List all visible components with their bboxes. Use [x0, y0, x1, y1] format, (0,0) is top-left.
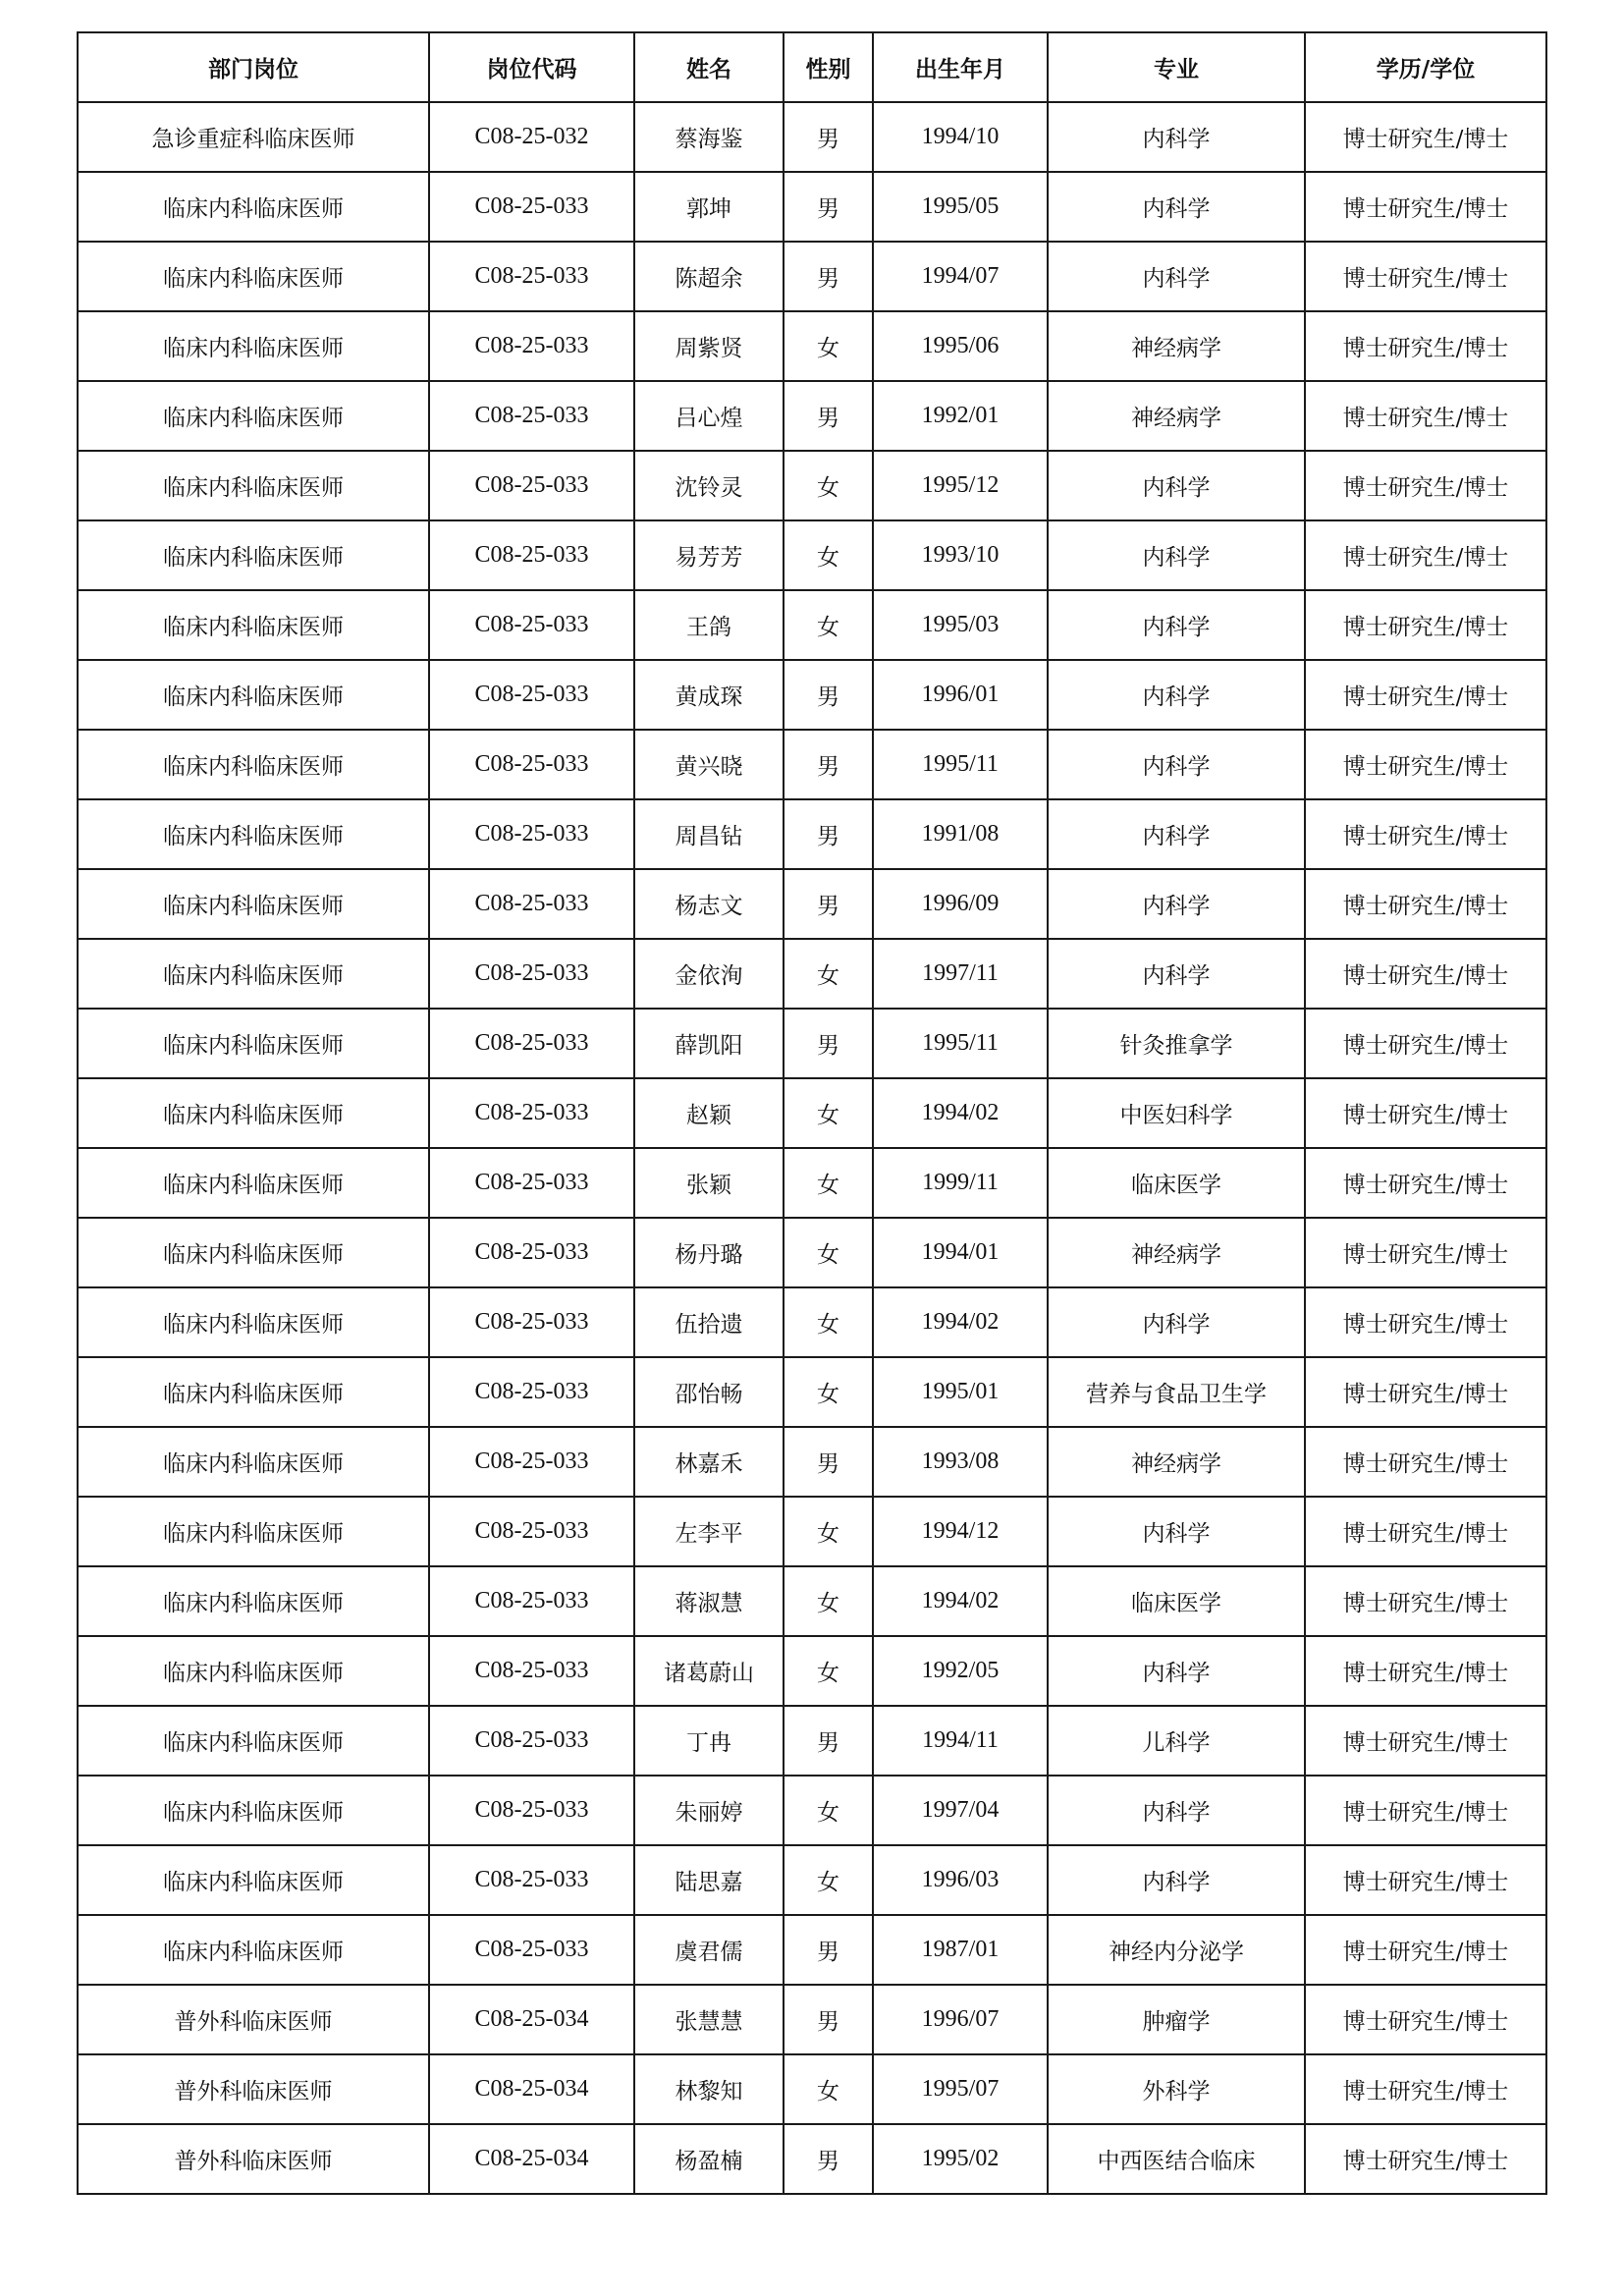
cell-gender: 女: [784, 311, 873, 381]
roster-table: [77, 31, 1547, 2195]
table-row: [78, 1915, 1546, 1985]
table-row: [78, 1218, 1546, 1287]
cell-degree: 博士研究生/博士: [1305, 1915, 1546, 1985]
cell-dept: 临床内科临床医师: [78, 451, 429, 520]
cell-birth: 1995/02: [873, 2124, 1048, 2194]
cell-degree: 博士研究生/博士: [1305, 2124, 1546, 2194]
cell-name: 郭坤: [634, 172, 784, 242]
cell-code: C08-25-033: [429, 730, 634, 799]
cell-gender: 男: [784, 172, 873, 242]
cell-major: 内科学: [1048, 451, 1305, 520]
cell-degree: 博士研究生/博士: [1305, 730, 1546, 799]
cell-degree: 博士研究生/博士: [1305, 381, 1546, 451]
table-row: [78, 939, 1546, 1009]
cell-major: 内科学: [1048, 869, 1305, 939]
cell-name: 林黎知: [634, 2054, 784, 2124]
cell-gender: 女: [784, 1497, 873, 1566]
cell-birth: 1997/11: [873, 939, 1048, 1009]
table-row: [78, 1357, 1546, 1427]
cell-birth: 1995/11: [873, 1009, 1048, 1078]
cell-gender: 女: [784, 1845, 873, 1915]
cell-gender: 女: [784, 1287, 873, 1357]
table-row: [78, 1078, 1546, 1148]
cell-birth: 1993/10: [873, 520, 1048, 590]
cell-dept: 临床内科临床医师: [78, 1427, 429, 1497]
cell-major: 内科学: [1048, 939, 1305, 1009]
header-code: 岗位代码: [429, 32, 634, 102]
cell-gender: 男: [784, 660, 873, 730]
cell-birth: 1996/09: [873, 869, 1048, 939]
cell-major: 内科学: [1048, 1776, 1305, 1845]
cell-code: C08-25-033: [429, 1845, 634, 1915]
cell-dept: 临床内科临床医师: [78, 242, 429, 311]
cell-degree: 博士研究生/博士: [1305, 2054, 1546, 2124]
cell-degree: 博士研究生/博士: [1305, 1985, 1546, 2054]
cell-name: 薛凯阳: [634, 1009, 784, 1078]
table-row: [78, 1566, 1546, 1636]
table-row: [78, 1497, 1546, 1566]
cell-code: C08-25-033: [429, 1566, 634, 1636]
cell-dept: 临床内科临床医师: [78, 381, 429, 451]
cell-code: C08-25-033: [429, 1078, 634, 1148]
cell-name: 虞君儒: [634, 1915, 784, 1985]
cell-degree: 博士研究生/博士: [1305, 1287, 1546, 1357]
cell-dept: 临床内科临床医师: [78, 730, 429, 799]
table-row: [78, 1287, 1546, 1357]
cell-name: 诸葛蔚山: [634, 1636, 784, 1706]
cell-dept: 临床内科临床医师: [78, 1566, 429, 1636]
table-row: [78, 311, 1546, 381]
cell-major: 内科学: [1048, 730, 1305, 799]
cell-gender: 男: [784, 869, 873, 939]
cell-name: 黄成琛: [634, 660, 784, 730]
cell-degree: 博士研究生/博士: [1305, 1357, 1546, 1427]
cell-major: 神经病学: [1048, 1427, 1305, 1497]
cell-code: C08-25-033: [429, 520, 634, 590]
cell-dept: 临床内科临床医师: [78, 799, 429, 869]
cell-major: 内科学: [1048, 1636, 1305, 1706]
cell-dept: 临床内科临床医师: [78, 869, 429, 939]
cell-degree: 博士研究生/博士: [1305, 1636, 1546, 1706]
cell-code: C08-25-033: [429, 1148, 634, 1218]
cell-birth: 1994/01: [873, 1218, 1048, 1287]
header-gender: 性别: [784, 32, 873, 102]
table-row: [78, 451, 1546, 520]
cell-major: 肿瘤学: [1048, 1985, 1305, 2054]
cell-degree: 博士研究生/博士: [1305, 1497, 1546, 1566]
cell-major: 中医妇科学: [1048, 1078, 1305, 1148]
cell-name: 蒋淑慧: [634, 1566, 784, 1636]
cell-birth: 1995/06: [873, 311, 1048, 381]
cell-name: 金依洵: [634, 939, 784, 1009]
cell-name: 朱丽婷: [634, 1776, 784, 1845]
cell-birth: 1999/11: [873, 1148, 1048, 1218]
cell-dept: 临床内科临床医师: [78, 1148, 429, 1218]
cell-name: 赵颖: [634, 1078, 784, 1148]
cell-major: 神经病学: [1048, 1218, 1305, 1287]
cell-major: 神经内分泌学: [1048, 1915, 1305, 1985]
cell-birth: 1987/01: [873, 1915, 1048, 1985]
cell-name: 邵怡畅: [634, 1357, 784, 1427]
table-row: [78, 1148, 1546, 1218]
cell-name: 伍拾遗: [634, 1287, 784, 1357]
cell-birth: 1992/01: [873, 381, 1048, 451]
table-row: [78, 102, 1546, 172]
cell-code: C08-25-033: [429, 381, 634, 451]
cell-dept: 临床内科临床医师: [78, 1287, 429, 1357]
table-row: [78, 730, 1546, 799]
cell-gender: 女: [784, 2054, 873, 2124]
cell-birth: 1995/05: [873, 172, 1048, 242]
cell-major: 针灸推拿学: [1048, 1009, 1305, 1078]
cell-degree: 博士研究生/博士: [1305, 1148, 1546, 1218]
cell-dept: 临床内科临床医师: [78, 1078, 429, 1148]
cell-code: C08-25-034: [429, 2054, 634, 2124]
cell-major: 内科学: [1048, 172, 1305, 242]
cell-degree: 博士研究生/博士: [1305, 102, 1546, 172]
table-row: [78, 1985, 1546, 2054]
table-row: [78, 1845, 1546, 1915]
cell-name: 杨丹璐: [634, 1218, 784, 1287]
cell-major: 营养与食品卫生学: [1048, 1357, 1305, 1427]
cell-gender: 女: [784, 1218, 873, 1287]
cell-degree: 博士研究生/博士: [1305, 869, 1546, 939]
table-header-row: [78, 32, 1546, 102]
cell-name: 左李平: [634, 1497, 784, 1566]
cell-major: 内科学: [1048, 660, 1305, 730]
cell-code: C08-25-033: [429, 1915, 634, 1985]
cell-dept: 临床内科临床医师: [78, 1706, 429, 1776]
cell-dept: 急诊重症科临床医师: [78, 102, 429, 172]
cell-major: 内科学: [1048, 1497, 1305, 1566]
cell-birth: 1996/07: [873, 1985, 1048, 2054]
cell-code: C08-25-032: [429, 102, 634, 172]
table-row: [78, 520, 1546, 590]
cell-dept: 普外科临床医师: [78, 1985, 429, 2054]
cell-birth: 1995/12: [873, 451, 1048, 520]
cell-birth: 1994/02: [873, 1078, 1048, 1148]
cell-code: C08-25-033: [429, 1218, 634, 1287]
cell-name: 丁冉: [634, 1706, 784, 1776]
header-major: 专业: [1048, 32, 1305, 102]
cell-gender: 男: [784, 1985, 873, 2054]
header-name: 姓名: [634, 32, 784, 102]
cell-name: 周紫贤: [634, 311, 784, 381]
cell-major: 内科学: [1048, 242, 1305, 311]
cell-birth: 1993/08: [873, 1427, 1048, 1497]
cell-code: C08-25-033: [429, 1427, 634, 1497]
cell-gender: 女: [784, 1636, 873, 1706]
cell-code: C08-25-033: [429, 1636, 634, 1706]
cell-name: 沈铃灵: [634, 451, 784, 520]
cell-birth: 1994/10: [873, 102, 1048, 172]
cell-dept: 普外科临床医师: [78, 2054, 429, 2124]
cell-major: 内科学: [1048, 1845, 1305, 1915]
cell-gender: 男: [784, 730, 873, 799]
cell-gender: 男: [784, 242, 873, 311]
cell-gender: 女: [784, 939, 873, 1009]
table-row: [78, 869, 1546, 939]
cell-dept: 临床内科临床医师: [78, 1218, 429, 1287]
cell-code: C08-25-033: [429, 869, 634, 939]
table-row: [78, 242, 1546, 311]
cell-dept: 临床内科临床医师: [78, 1497, 429, 1566]
cell-major: 内科学: [1048, 799, 1305, 869]
cell-birth: 1994/02: [873, 1287, 1048, 1357]
cell-degree: 博士研究生/博士: [1305, 1009, 1546, 1078]
cell-dept: 临床内科临床医师: [78, 1009, 429, 1078]
table-row: [78, 1427, 1546, 1497]
cell-gender: 女: [784, 1776, 873, 1845]
cell-major: 内科学: [1048, 102, 1305, 172]
cell-name: 周昌钻: [634, 799, 784, 869]
cell-birth: 1996/03: [873, 1845, 1048, 1915]
cell-degree: 博士研究生/博士: [1305, 520, 1546, 590]
cell-degree: 博士研究生/博士: [1305, 1566, 1546, 1636]
table-row: [78, 2124, 1546, 2194]
cell-degree: 博士研究生/博士: [1305, 1845, 1546, 1915]
cell-code: C08-25-033: [429, 242, 634, 311]
cell-major: 内科学: [1048, 1287, 1305, 1357]
cell-dept: 临床内科临床医师: [78, 1915, 429, 1985]
cell-gender: 女: [784, 1148, 873, 1218]
cell-gender: 男: [784, 1706, 873, 1776]
table-row: [78, 2054, 1546, 2124]
cell-dept: 临床内科临床医师: [78, 590, 429, 660]
header-dept: 部门岗位: [78, 32, 429, 102]
cell-code: C08-25-033: [429, 1357, 634, 1427]
cell-degree: 博士研究生/博士: [1305, 799, 1546, 869]
cell-name: 易芳芳: [634, 520, 784, 590]
cell-code: C08-25-033: [429, 451, 634, 520]
cell-degree: 博士研究生/博士: [1305, 1706, 1546, 1776]
cell-degree: 博士研究生/博士: [1305, 1078, 1546, 1148]
cell-dept: 临床内科临床医师: [78, 311, 429, 381]
table-row: [78, 172, 1546, 242]
cell-name: 陆思嘉: [634, 1845, 784, 1915]
cell-degree: 博士研究生/博士: [1305, 660, 1546, 730]
cell-dept: 临床内科临床医师: [78, 660, 429, 730]
cell-gender: 女: [784, 590, 873, 660]
cell-birth: 1991/08: [873, 799, 1048, 869]
cell-birth: 1995/07: [873, 2054, 1048, 2124]
table-row: [78, 1009, 1546, 1078]
table-body: [78, 102, 1546, 2194]
cell-gender: 女: [784, 520, 873, 590]
cell-birth: 1994/12: [873, 1497, 1048, 1566]
cell-degree: 博士研究生/博士: [1305, 1427, 1546, 1497]
cell-degree: 博士研究生/博士: [1305, 311, 1546, 381]
cell-dept: 临床内科临床医师: [78, 1776, 429, 1845]
cell-name: 吕心煌: [634, 381, 784, 451]
cell-major: 临床医学: [1048, 1566, 1305, 1636]
cell-gender: 女: [784, 451, 873, 520]
cell-gender: 男: [784, 799, 873, 869]
table-row: [78, 799, 1546, 869]
cell-gender: 男: [784, 1427, 873, 1497]
cell-dept: 临床内科临床医师: [78, 1636, 429, 1706]
cell-major: 临床医学: [1048, 1148, 1305, 1218]
cell-major: 神经病学: [1048, 311, 1305, 381]
cell-name: 张颖: [634, 1148, 784, 1218]
cell-code: C08-25-033: [429, 1497, 634, 1566]
cell-major: 内科学: [1048, 520, 1305, 590]
table-row: [78, 1636, 1546, 1706]
cell-gender: 男: [784, 1009, 873, 1078]
table-row: [78, 1706, 1546, 1776]
cell-code: C08-25-033: [429, 1009, 634, 1078]
cell-code: C08-25-033: [429, 1776, 634, 1845]
roster-sheet: [77, 31, 1545, 2195]
cell-gender: 男: [784, 381, 873, 451]
cell-major: 外科学: [1048, 2054, 1305, 2124]
cell-degree: 博士研究生/博士: [1305, 590, 1546, 660]
cell-degree: 博士研究生/博士: [1305, 1218, 1546, 1287]
cell-name: 张慧慧: [634, 1985, 784, 2054]
cell-birth: 1995/03: [873, 590, 1048, 660]
cell-major: 中西医结合临床: [1048, 2124, 1305, 2194]
cell-code: C08-25-033: [429, 660, 634, 730]
cell-code: C08-25-033: [429, 311, 634, 381]
table-row: [78, 1776, 1546, 1845]
cell-code: C08-25-033: [429, 1287, 634, 1357]
cell-dept: 临床内科临床医师: [78, 1845, 429, 1915]
cell-degree: 博士研究生/博士: [1305, 242, 1546, 311]
cell-code: C08-25-033: [429, 590, 634, 660]
cell-gender: 女: [784, 1566, 873, 1636]
cell-major: 儿科学: [1048, 1706, 1305, 1776]
cell-birth: 1996/01: [873, 660, 1048, 730]
cell-birth: 1997/04: [873, 1776, 1048, 1845]
cell-code: C08-25-033: [429, 1706, 634, 1776]
cell-birth: 1995/11: [873, 730, 1048, 799]
cell-gender: 女: [784, 1078, 873, 1148]
cell-degree: 博士研究生/博士: [1305, 172, 1546, 242]
cell-birth: 1992/05: [873, 1636, 1048, 1706]
cell-code: C08-25-034: [429, 1985, 634, 2054]
cell-name: 林嘉禾: [634, 1427, 784, 1497]
cell-major: 神经病学: [1048, 381, 1305, 451]
table-row: [78, 590, 1546, 660]
header-birth: 出生年月: [873, 32, 1048, 102]
cell-degree: 博士研究生/博士: [1305, 1776, 1546, 1845]
cell-name: 黄兴晓: [634, 730, 784, 799]
cell-code: C08-25-034: [429, 2124, 634, 2194]
cell-birth: 1995/01: [873, 1357, 1048, 1427]
cell-dept: 普外科临床医师: [78, 2124, 429, 2194]
cell-birth: 1994/11: [873, 1706, 1048, 1776]
cell-dept: 临床内科临床医师: [78, 939, 429, 1009]
cell-gender: 女: [784, 1357, 873, 1427]
table-row: [78, 381, 1546, 451]
cell-birth: 1994/02: [873, 1566, 1048, 1636]
cell-gender: 男: [784, 1915, 873, 1985]
cell-code: C08-25-033: [429, 799, 634, 869]
cell-code: C08-25-033: [429, 172, 634, 242]
cell-gender: 男: [784, 2124, 873, 2194]
table-row: [78, 660, 1546, 730]
header-degree: 学历/学位: [1305, 32, 1546, 102]
cell-name: 杨盈楠: [634, 2124, 784, 2194]
cell-birth: 1994/07: [873, 242, 1048, 311]
cell-gender: 男: [784, 102, 873, 172]
cell-name: 蔡海鉴: [634, 102, 784, 172]
cell-dept: 临床内科临床医师: [78, 1357, 429, 1427]
cell-code: C08-25-033: [429, 939, 634, 1009]
cell-name: 杨志文: [634, 869, 784, 939]
cell-degree: 博士研究生/博士: [1305, 939, 1546, 1009]
cell-dept: 临床内科临床医师: [78, 520, 429, 590]
cell-degree: 博士研究生/博士: [1305, 451, 1546, 520]
cell-major: 内科学: [1048, 590, 1305, 660]
cell-name: 王鸽: [634, 590, 784, 660]
cell-dept: 临床内科临床医师: [78, 172, 429, 242]
cell-name: 陈超余: [634, 242, 784, 311]
